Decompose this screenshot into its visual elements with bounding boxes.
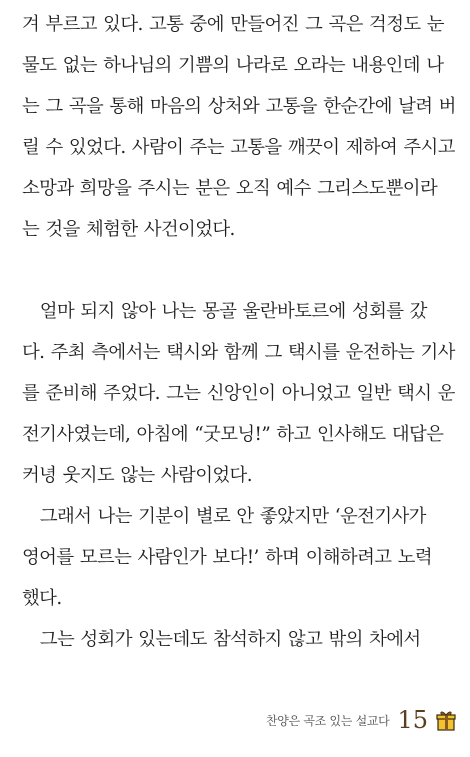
text-line: 릴 수 있었다. 사람이 주는 고통을 깨끗이 제하여 주시고 [22,137,455,158]
text-line: 영어를 모르는 사람인가 보다!’ 하며 이해하려고 노력 [22,547,432,568]
page-number: 15 [397,706,428,734]
text-line: 얼마 되지 않아 나는 몽골 울란바토르에 성회를 갔 [22,301,427,322]
text-line: 를 준비해 주었다. 그는 신앙인이 아니었고 일반 택시 운 [22,383,455,404]
text-line: 했다. [22,588,62,609]
text-line: 는 그 곡을 통해 마음의 상처와 고통을 한순간에 날려 버 [22,96,456,117]
text-line: 다. 주최 측에서는 택시와 함께 그 택시를 운전하는 기사 [22,342,455,363]
text-line: 그래서 나는 기분이 별로 안 좋았지만 ‘운전기사가 [22,506,426,527]
running-footer-book-title: 찬양은 곡조 있는 설교다 [265,713,390,728]
text-line: 는 것을 체험한 사건이었다. [22,219,235,240]
text-line: 그는 성회가 있는데도 참석하지 않고 밖의 차에서 [22,629,421,650]
page-footer [266,705,456,735]
text-line: 물도 없는 하나님의 기쁨의 나라로 오라는 내용인데 나 [22,55,444,76]
text-line: 소망과 희망을 주시는 분은 오직 예수 그리스도뿐이라 [22,178,438,199]
text-line: 전기사였는데, 아침에 “굿모닝!” 하고 인사해도 대답은 [22,424,444,445]
text-line: 커녕 웃지도 않는 사람이었다. [22,465,252,486]
text-line: 겨 부르고 있다. 고통 중에 만들어진 그 곡은 걱정도 눈 [22,14,444,35]
gift-box-icon [436,709,456,731]
